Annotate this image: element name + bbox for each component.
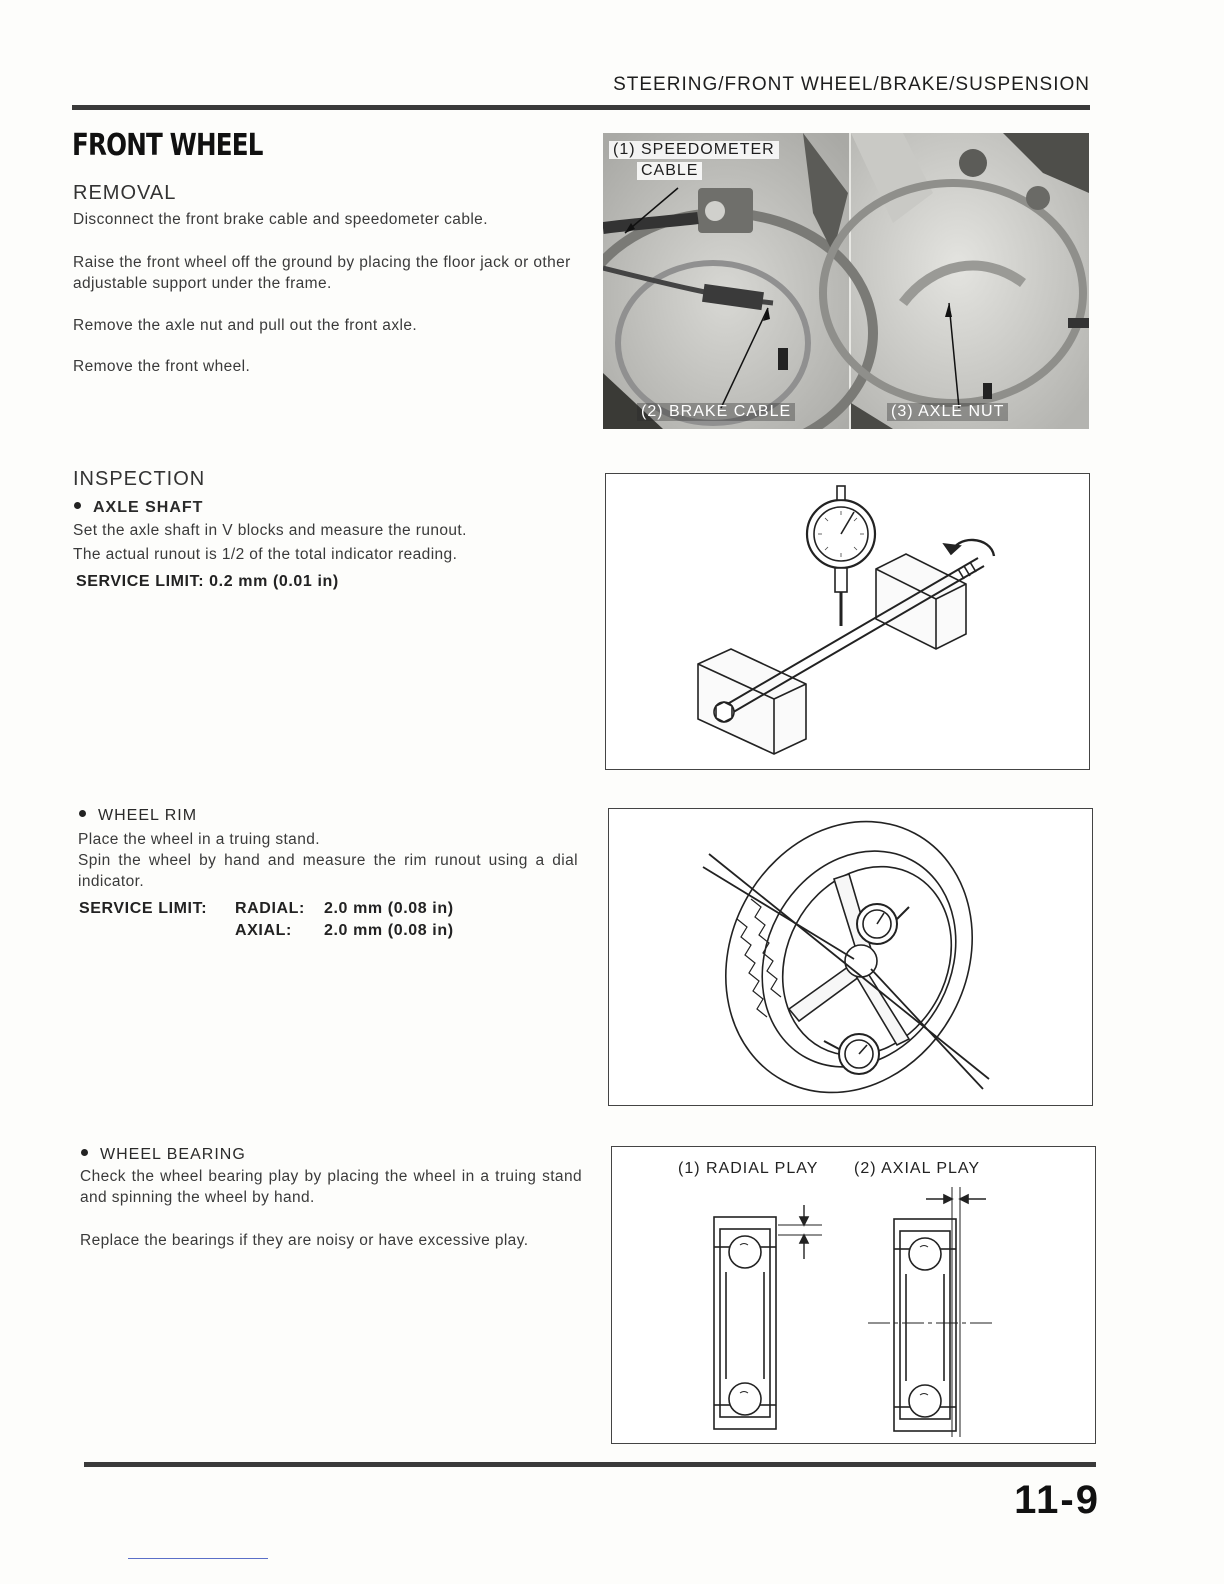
axle-shaft-bullet <box>74 499 203 517</box>
wheel-rim-service-limit-label: SERVICE LIMIT: <box>79 900 208 917</box>
rim-runout-figure <box>608 808 1093 1106</box>
section-title: FRONT WHEEL <box>72 128 263 163</box>
axial-play-label: (2) AXIAL PLAY <box>854 1160 981 1177</box>
radial-play-label: (1) RADIAL PLAY <box>678 1160 819 1177</box>
bearing-play-figure <box>611 1146 1096 1444</box>
footer-rule <box>84 1462 1096 1467</box>
running-header: STEERING/FRONT WHEEL/BRAKE/SUSPENSION <box>613 74 1090 95</box>
wheel-bearing-line-1: Check the wheel bearing play by placing the wheel in a truing stand and spinning the wheel by hand. <box>80 1168 582 1206</box>
link-underline <box>128 1558 268 1559</box>
wheel-rim-bullet <box>79 807 197 825</box>
rim-runout-drawing <box>609 809 1092 1105</box>
wheel-rim-axial-label: AXIAL: <box>235 922 292 939</box>
wheel-bearing-bullet <box>81 1146 246 1164</box>
brake-cable-label: (2) BRAKE CABLE <box>637 403 795 421</box>
bullet-dot <box>74 502 81 509</box>
inspection-heading: INSPECTION <box>73 468 206 490</box>
speedometer-cable-label: (1) SPEEDOMETER <box>609 141 779 159</box>
wheel-rim-radial-label: RADIAL: <box>235 900 305 917</box>
removal-heading: REMOVAL <box>73 182 177 204</box>
removal-step-1: Disconnect the front brake cable and speedometer cable. <box>73 211 488 228</box>
wheel-rim-axial-value: 2.0 mm (0.08 in) <box>324 922 454 939</box>
removal-photo <box>603 133 1089 429</box>
wheel-rim-radial-value: 2.0 mm (0.08 in) <box>324 900 454 917</box>
bullet-dot <box>81 1149 88 1156</box>
axle-shaft-line-1: Set the axle shaft in V blocks and measure the runout. <box>73 522 467 539</box>
header-rule <box>72 105 1090 110</box>
axle-runout-figure <box>605 473 1090 770</box>
wheel-rim-line-1: Place the wheel in a truing stand. <box>78 831 320 848</box>
removal-step-3: Remove the axle nut and pull out the front axle. <box>73 317 418 334</box>
axle-shaft-title: AXLE SHAFT <box>93 499 204 516</box>
wheel-bearing-title: WHEEL BEARING <box>100 1146 246 1163</box>
wheel-rim-title: WHEEL RIM <box>98 807 198 824</box>
axle-nut-label: (3) AXLE NUT <box>887 403 1008 421</box>
page-number: 11-9 <box>1014 1478 1100 1522</box>
axle-shaft-service-limit: SERVICE LIMIT: 0.2 mm (0.01 in) <box>76 573 339 590</box>
axle-shaft-line-2: The actual runout is 1/2 of the total indicator reading. <box>73 546 458 563</box>
speedometer-cable-label-cont: CABLE <box>637 162 702 180</box>
bullet-dot <box>79 810 86 817</box>
bearing-play-drawing <box>612 1147 1095 1443</box>
removal-step-4: Remove the front wheel. <box>73 358 251 375</box>
axle-runout-drawing <box>606 474 1089 769</box>
wheel-rim-line-2: Spin the wheel by hand and measure the rim runout using a dial indicator. <box>78 852 578 890</box>
wheel-bearing-line-2: Replace the bearings if they are noisy or have excessive play. <box>80 1232 529 1249</box>
removal-step-2: Raise the front wheel off the ground by placing the floor jack or other adjustable support under the frame. <box>73 254 571 292</box>
